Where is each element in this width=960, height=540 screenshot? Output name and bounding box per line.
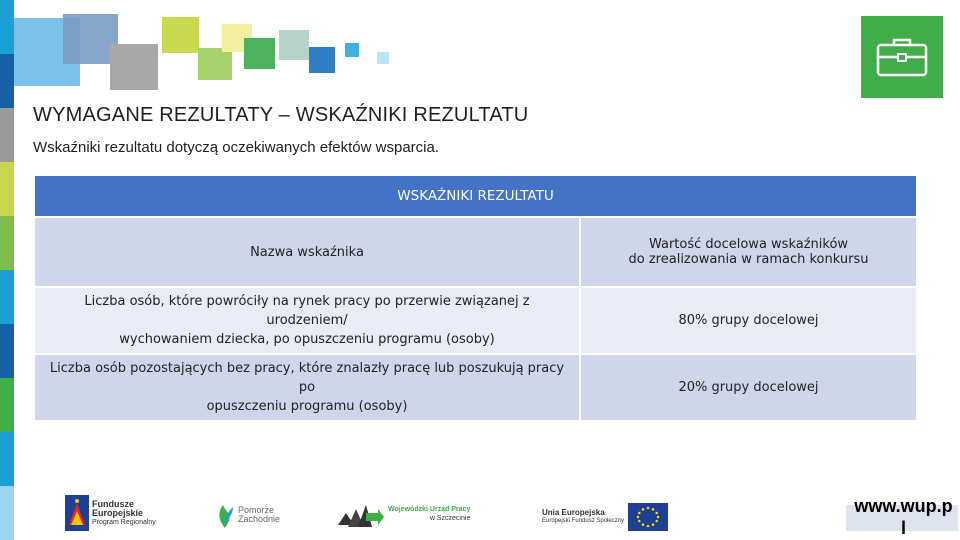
logo-fe-line3: Program Regionalny — [92, 518, 156, 526]
briefcase-icon — [876, 37, 928, 77]
indicators-table — [33, 174, 918, 422]
logo-fe-line2: Europejskie — [92, 507, 144, 518]
page-subtitle: Wskaźniki rezultatu dotyczą oczekiwanych efektów wsparcia. — [33, 139, 439, 156]
fe-flag-icon — [65, 495, 89, 531]
logo-wup-line2: w Szczecinie — [429, 515, 471, 522]
column-header-name: Nazwa wskaźnika — [34, 217, 580, 287]
logo-pomorze-zachodnie — [215, 501, 280, 529]
briefcase-tile — [861, 16, 943, 98]
logo-pomorze-line1: Pomorze — [238, 505, 275, 515]
footer-logos — [60, 493, 700, 537]
column-header-value — [580, 217, 917, 287]
indicator-name-line1: Liczba osób, które powróciły na rynek pracy po przerwie związanej z urodzeniem/ — [84, 294, 530, 328]
table-row — [34, 354, 917, 421]
indicator-name — [34, 354, 580, 421]
indicator-name-line1: Liczba osób pozostających bez pracy, które znalazły pracę lub poszukują pracy po — [49, 361, 565, 395]
table-caption: WSKAŹNIKI REZULTATU — [34, 175, 917, 217]
logo-ue-line1: Unia Europejska — [542, 508, 605, 517]
logo-pomorze-line2: Zachodnie — [238, 514, 281, 524]
logo-wup-line1: Wojewódzki Urząd Pracy — [388, 506, 471, 513]
indicator-name-line2: wychowaniem dziecka, po opuszczeniu programu (osoby) — [119, 332, 495, 347]
table-row — [34, 287, 917, 354]
website-line1: www.wup.p — [854, 496, 953, 516]
page-title: WYMAGANE REZULTATY – WSKAŹNIKI REZULTATU — [33, 104, 529, 126]
pomorze-leaf-icon — [215, 501, 235, 529]
indicator-name — [34, 287, 580, 354]
column-header-value-line1: Wartość docelowa wskaźników — [648, 237, 849, 252]
logo-unia-europejska — [542, 503, 668, 531]
indicator-value: 80% grupy docelowej — [580, 287, 917, 354]
eu-flag-icon — [628, 503, 668, 531]
wup-blocks-icon — [338, 499, 384, 529]
logo-wup-szczecin — [338, 499, 470, 529]
logo-fe-line1: Fundusze — [92, 498, 134, 509]
column-header-value-line2: do zrealizowania w ramach konkursu — [628, 252, 869, 267]
website-line2: l — [900, 518, 906, 538]
website-link[interactable] — [851, 495, 956, 539]
indicator-name-line2: opuszczeniu programu (osoby) — [206, 399, 408, 414]
logo-ue-line2: Europejski Fundusz Społeczny — [542, 518, 625, 524]
logo-fundusze-europejskie — [65, 495, 156, 531]
indicator-value: 20% grupy docelowej — [580, 354, 917, 421]
left-color-strip — [0, 0, 14, 540]
